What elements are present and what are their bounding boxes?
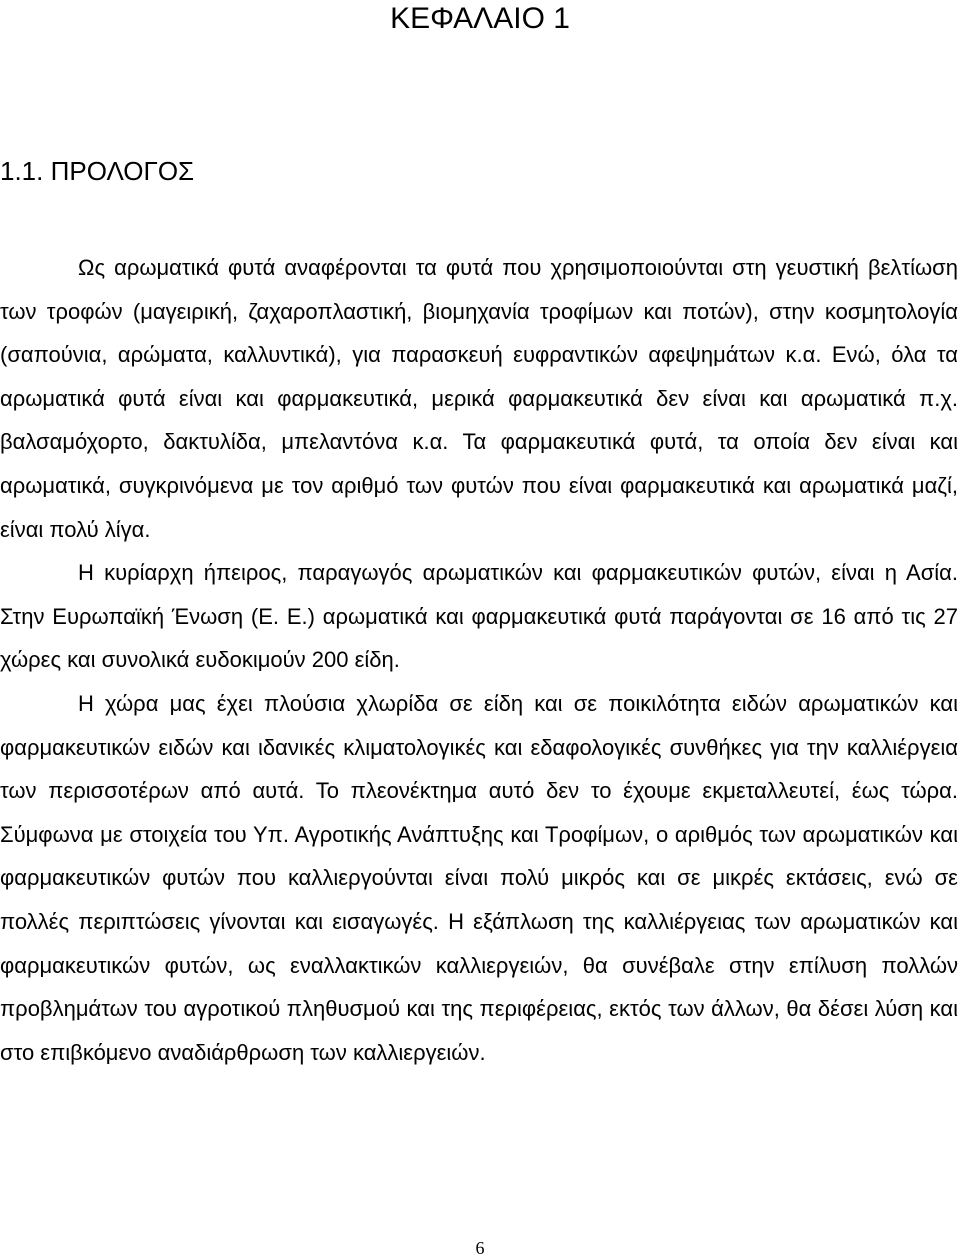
section-title: 1.1. ΠΡΟΛΟΓΟΣ	[0, 156, 195, 186]
paragraph-aromatic-plants-definition: Ως αρωματικά φυτά αναφέρονται τα φυτά που χρησιμοποιούνται στη γευστική βελτίωση των τροφών (μαγειρική, ζαχαροπλαστική, βιομηχανία τροφίμων και ποτών), στην κοσμητολογία (σαπούνια, αρώματα, καλλυντικά), για παρασκευή ευφραντικών αφεψημάτων κ.α. Ενώ, όλα τα αρωματικά φυτά είναι και φαρμακευτικά, μερικά φαρμακευτικά δεν είναι και αρωματικά π.χ. βαλσαμόχορτο, δακτυλίδα, μπελαντόνα κ.α. Τα φαρμακευτικά φυτά, τα οποία δεν είναι και αρωματικά, συγκρινόμενα με τον αριθμό των φυτών που είναι φαρμακευτικά και αρωματικά μαζί, είναι πολύ λίγα.	[0, 255, 958, 542]
paragraph-asia-eu-production: Η κυρίαρχη ήπειρος, παραγωγός αρωματικών και φαρμακευτικών φυτών, είναι η Ασία. Στην Ευρωπαϊκή Ένωση (Ε. Ε.) αρωματικά και φαρμακευτικά φυτά παράγονται σε 16 από τις 27 χώρες και συνολικά ευδοκιμούν 200 είδη.	[0, 560, 958, 673]
body-text	[0, 246, 958, 1074]
page-number: 6	[475, 1238, 485, 1258]
paragraph-greek-flora: Η χώρα μας έχει πλούσια χλωρίδα σε είδη και σε ποικιλότητα ειδών αρωματικών και φαρμακευτικών ειδών και ιδανικές κλιματολογικές και εδαφολογικές συνθήκες για την καλλιέργεια των περισσοτέρων από αυτά. Το πλεονέκτημα αυτό δεν το έχουμε εκμεταλλευτεί, έως τώρα. Σύμφωνα με στοιχεία του Υπ. Αγροτικής Ανάπτυξης και Τροφίμων, ο αριθμός των αρωματικών και φαρμακευτικών φυτών που καλλιεργούνται είναι πολύ μικρός και σε μικρές εκτάσεις, ενώ σε πολλές περιπτώσεις γίνονται και εισαγωγές. Η εξάπλωση της καλλιέργειας των αρωματικών και φαρμακευτικών φυτών, ως εναλλακτικών καλλιεργειών, θα συνέβαλε στην επίλυση πολλών προβλημάτων του αγροτικού πληθυσμού και της περιφέρειας, εκτός των άλλων, θα δέσει λύση και στο επιβκόμενο αναδιάρθρωση των καλλιεργειών.	[0, 690, 958, 1065]
chapter-title: ΚΕΦΑΛΑΙΟ 1	[390, 2, 570, 35]
